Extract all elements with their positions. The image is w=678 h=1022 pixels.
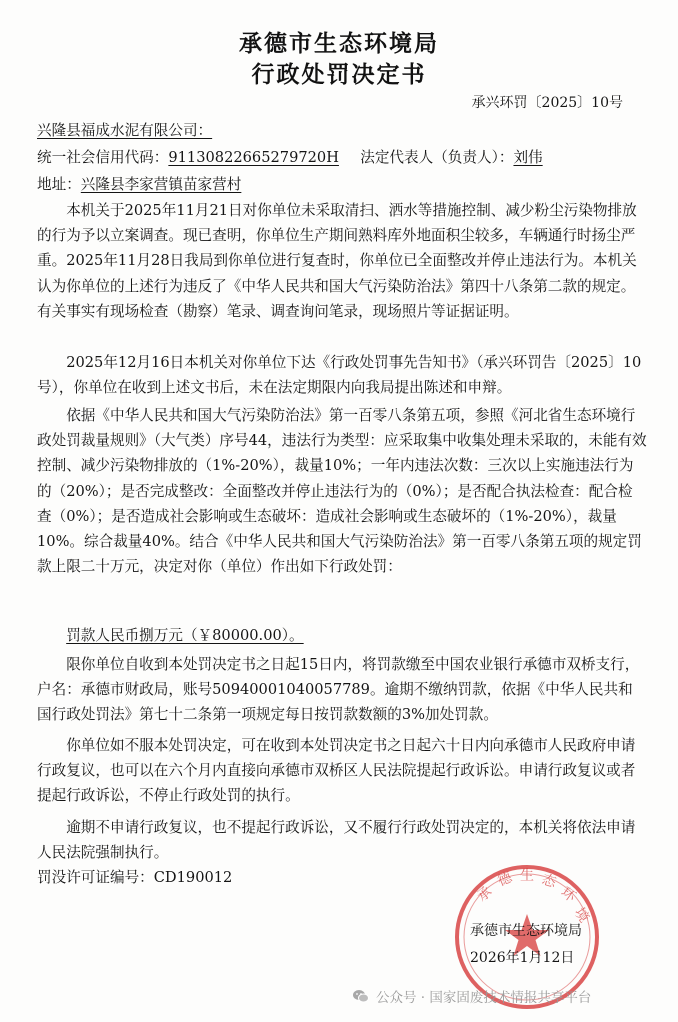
paragraph-enforcement: 逾期不申请行政复议，也不提起行政诉讼，又不履行行政处罚决定的，本机关将依法申请人民法院强制执行。 bbox=[37, 819, 636, 862]
credit-label: 统一社会信用代码： bbox=[37, 149, 169, 166]
credit-code: 91130822665279720H bbox=[168, 149, 339, 166]
watermark-text: 公众号 · 国家固废技术情报共享平台 bbox=[376, 990, 592, 1006]
document-number: 承兴环罚〔2025〕10号 bbox=[471, 95, 623, 111]
address-label: 地址： bbox=[37, 176, 81, 193]
svg-text:环: 环 bbox=[557, 884, 579, 906]
signature-org: 承德市生态环境局 bbox=[470, 923, 582, 939]
rep-name: 刘伟 bbox=[513, 149, 543, 166]
watermark bbox=[352, 986, 591, 1006]
document-subtitle: 行政处罚决定书 bbox=[251, 62, 427, 88]
paragraph-payment: 限你单位自收到本处罚决定书之日起15日内，将罚款缴至中国农业银行承德市双桥支行，户名：承德市财政局，账号50940001040057789。逾期不缴纳罚款，依据《中华人民共和国行政处罚法》第七十二条第一项规定每日按罚款数额的3%加处罚款。 bbox=[37, 656, 640, 724]
svg-text:境: 境 bbox=[570, 905, 592, 926]
address-value: 兴隆县李家营镇苗家营村 bbox=[80, 176, 242, 193]
party-name: 兴隆县福成水泥有限公司： bbox=[37, 122, 213, 139]
paragraph-notice: 2025年12月16日本机关对你单位下达《行政处罚事先告知书》（承兴环罚告〔2025〕10号），你单位在收到上述文书后，未在法定期限内向我局提出陈述和申辩。 bbox=[37, 354, 642, 397]
address-line bbox=[37, 175, 647, 195]
signature-date: 2026年1月12日 bbox=[470, 950, 575, 966]
document-title: 承德市生态环境局 bbox=[239, 31, 439, 57]
paragraph-basis: 依据《中华人民共和国大气污染防治法》第一百零八条第五项，参照《河北省生态环境行政处罚裁量规则》（大气类）序号44，违法行为类型：应采取集中收集处理未采取的，未能有效控制、减少污染物排放的（1%-20%），裁量10%；一年内违法次数：三次以上实施违法行为的（20%）；是否完成整改：全面整改并停止违法行为的（0%）；是否配合执法检查：配合检查（0%）；是否造成社会影响或生态破坏：造成社会影响或生态破坏的（1%-20%），裁量10%。综合裁量40%。结合《中华人民共和国大气污染防治法》第一百零八条第五项的规定罚款上限二十万元，决定对你（单位）作出如下行政处罚： bbox=[37, 407, 647, 576]
svg-text:生: 生 bbox=[520, 868, 534, 884]
penalty-amount: 罚款人民币捌万元（￥80000.00）。 bbox=[66, 627, 304, 644]
permit-number: 罚没许可证编号：CD190012 bbox=[37, 869, 233, 886]
paragraph-appeal: 你单位如不服本处罚决定，可在收到本处罚决定书之日起六十日内向承德市人民政府申请行政复议，也可以在六个月内直接向承德市双桥区人民法院提起行政诉讼。申请行政复议或者提起行政诉讼，不停止行政处罚的执行。 bbox=[37, 737, 636, 805]
party-name-line bbox=[37, 121, 647, 141]
wechat-icon bbox=[352, 987, 370, 1005]
paragraph-facts: 本机关于2025年11月21日对你单位未采取清扫、洒水等措施控制、减少粉尘污染物排放的行为予以立案调查。现已查明，你单位生产期间熟料库外地面积尘较多，车辆通行时扬尘严重。2025年11月28日我局到你单位进行复查时，你单位已全面整改并停止违法行为。本机关认为你单位的上述行为违反了《中华人民共和国大气污染防治法》第四十八条第二款的规定。有关事实有现场检查（勘察）笔录、调查询问笔录，现场照片等证据证明。 bbox=[37, 202, 637, 320]
svg-text:承: 承 bbox=[474, 883, 496, 906]
rep-label: 法定代表人（负责人）： bbox=[360, 149, 514, 166]
svg-text:德: 德 bbox=[495, 869, 515, 890]
paragraph-penalty bbox=[37, 623, 647, 648]
svg-text:态: 态 bbox=[539, 871, 559, 892]
credit-line bbox=[37, 148, 647, 168]
